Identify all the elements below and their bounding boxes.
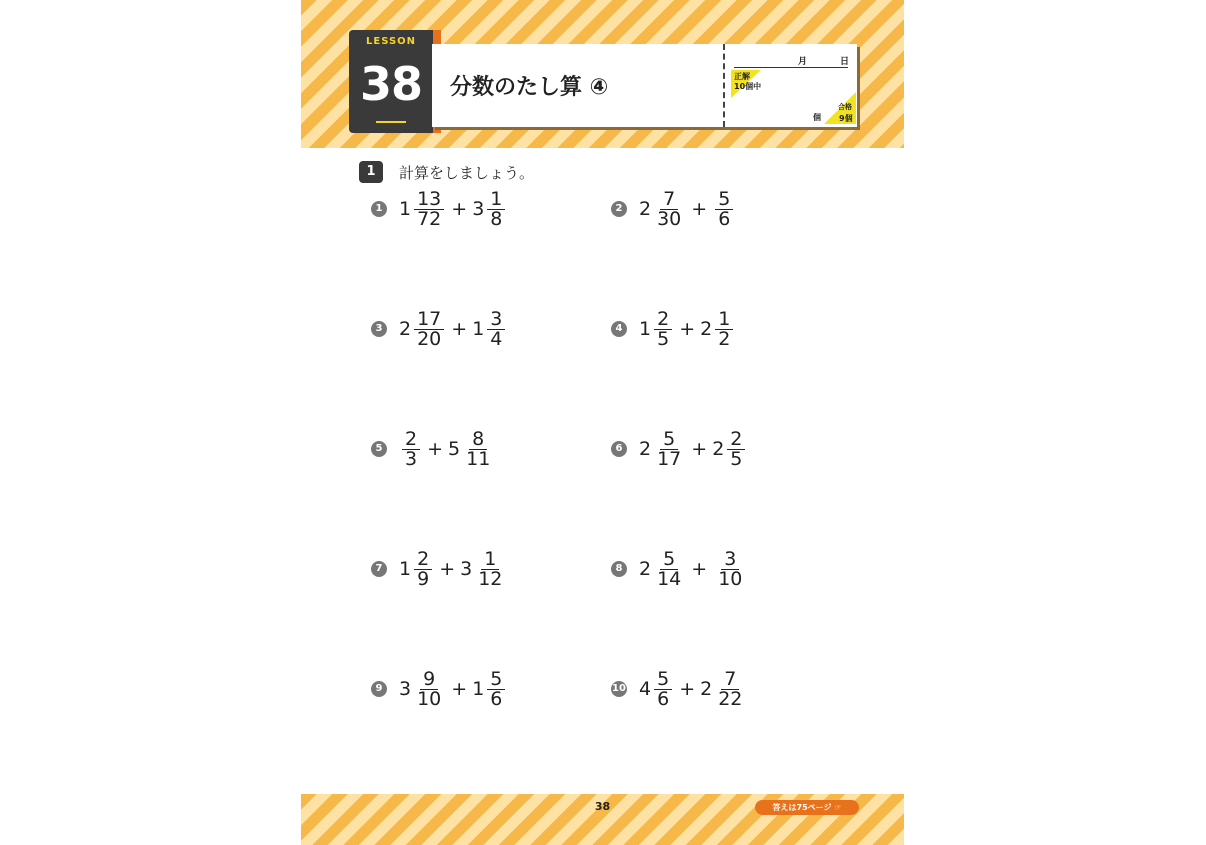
- numerator-a: 2: [654, 310, 672, 330]
- lesson-number: 38: [359, 57, 422, 111]
- correct-total: 10個中: [734, 82, 762, 91]
- fraction-b: [463, 427, 493, 470]
- problem-4: [611, 309, 735, 349]
- denominator-a: 10: [417, 687, 442, 710]
- page-number: 38: [594, 800, 611, 813]
- answer-page-link[interactable]: 答えは75ページ ☞: [755, 800, 859, 815]
- denominator-b: 4: [490, 327, 503, 350]
- fraction-b: [487, 187, 505, 230]
- denominator-a: 20: [417, 327, 442, 350]
- problem-7: [371, 549, 507, 589]
- problem-10: [611, 669, 747, 709]
- numerator-b: 5: [487, 670, 505, 690]
- denominator-b: 22: [718, 687, 743, 710]
- problem-number: 1: [371, 201, 387, 217]
- fraction-a: [414, 547, 432, 590]
- fraction-a: [654, 187, 684, 230]
- numerator-a: 5: [654, 670, 672, 690]
- denominator-a: 9: [417, 567, 430, 590]
- problem-number: 7: [371, 561, 387, 577]
- fraction-b: [715, 187, 733, 230]
- whole-part-b: 3: [460, 558, 473, 580]
- fraction-b: [475, 547, 505, 590]
- problem-9: [371, 669, 507, 709]
- correct-count-label: [734, 72, 761, 92]
- numerator-a: 17: [414, 310, 444, 330]
- worksheet-page: [301, 0, 904, 845]
- denominator-a: 72: [417, 207, 442, 230]
- numerator-a: 5: [660, 430, 678, 450]
- denominator-a: 6: [657, 687, 670, 710]
- denominator-b: 10: [718, 567, 743, 590]
- problem-5: [371, 429, 495, 469]
- fraction-b: [727, 427, 745, 470]
- problem-3: [371, 309, 507, 349]
- fraction-a: [414, 667, 444, 710]
- numerator-b: 3: [487, 310, 505, 330]
- denominator-a: 30: [657, 207, 682, 230]
- denominator-a: 3: [405, 447, 418, 470]
- whole-part-b: 1: [472, 678, 485, 700]
- count-unit: 個: [813, 113, 821, 122]
- dashed-divider: [723, 44, 725, 127]
- denominator-a: 17: [657, 447, 682, 470]
- plus-operator: +: [679, 318, 696, 340]
- plus-operator: +: [451, 678, 468, 700]
- denominator-a: 14: [657, 567, 682, 590]
- whole-part-a: 3: [399, 678, 412, 700]
- whole-part-a: 4: [639, 678, 652, 700]
- denominator-b: 11: [466, 447, 491, 470]
- denominator-a: 5: [657, 327, 670, 350]
- numerator-b: 1: [481, 550, 499, 570]
- denominator-b: 2: [718, 327, 731, 350]
- fraction-b: [487, 307, 505, 350]
- denominator-b: 5: [730, 447, 743, 470]
- numerator-b: 1: [487, 190, 505, 210]
- problem-number: 3: [371, 321, 387, 337]
- whole-part-b: 2: [700, 678, 713, 700]
- fraction-a: [654, 307, 672, 350]
- fraction-b: [715, 307, 733, 350]
- problem-2: [611, 189, 735, 229]
- title-box: [432, 44, 857, 127]
- plus-operator: +: [451, 198, 468, 220]
- plus-operator: +: [679, 678, 696, 700]
- numerator-b: 2: [727, 430, 745, 450]
- plus-operator: +: [427, 438, 444, 460]
- numerator-b: 1: [715, 310, 733, 330]
- plus-operator: +: [691, 438, 708, 460]
- numerator-a: 13: [414, 190, 444, 210]
- problem-number: 4: [611, 321, 627, 337]
- lesson-badge: [349, 30, 433, 133]
- problem-number: 2: [611, 201, 627, 217]
- whole-part-b: 2: [712, 438, 725, 460]
- whole-part-a: 1: [399, 198, 412, 220]
- numerator-b: 3: [721, 550, 739, 570]
- date-line: [734, 67, 848, 68]
- date-day-label: 日: [840, 57, 850, 67]
- problem-number: 10: [611, 681, 627, 697]
- date-month-label: 月: [798, 57, 808, 67]
- plus-operator: +: [691, 558, 708, 580]
- numerator-b: 5: [715, 190, 733, 210]
- question-number-badge: 1: [359, 161, 383, 183]
- whole-part-b: 1: [472, 318, 485, 340]
- fraction-b: [715, 547, 745, 590]
- fraction-b: [487, 667, 505, 710]
- fraction-a: [654, 667, 672, 710]
- problem-number: 9: [371, 681, 387, 697]
- fraction-a: [414, 187, 444, 230]
- whole-part-a: 2: [639, 438, 652, 460]
- numerator-a: 7: [660, 190, 678, 210]
- problem-number: 5: [371, 441, 387, 457]
- problem-8: [611, 549, 747, 589]
- numerator-b: 7: [721, 670, 739, 690]
- question-instruction: 計算をしましょう。: [399, 164, 535, 182]
- plus-operator: +: [439, 558, 456, 580]
- whole-part-b: 2: [700, 318, 713, 340]
- problem-number: 8: [611, 561, 627, 577]
- numerator-b: 8: [469, 430, 487, 450]
- pass-label: 合格: [838, 103, 852, 111]
- plus-operator: +: [691, 198, 708, 220]
- denominator-b: 6: [490, 687, 503, 710]
- fraction-a: [654, 547, 684, 590]
- plus-operator: +: [451, 318, 468, 340]
- whole-part-b: 3: [472, 198, 485, 220]
- whole-part-a: 2: [639, 558, 652, 580]
- whole-part-a: 1: [399, 558, 412, 580]
- denominator-b: 6: [718, 207, 731, 230]
- whole-part-a: 1: [639, 318, 652, 340]
- fraction-b: [715, 667, 745, 710]
- whole-part-b: 5: [448, 438, 461, 460]
- problem-1: [371, 189, 507, 229]
- whole-part-a: 2: [639, 198, 652, 220]
- problem-number: 6: [611, 441, 627, 457]
- numerator-a: 9: [420, 670, 438, 690]
- page-title: 分数のたし算 ④: [450, 75, 609, 100]
- pass-value: 9個: [839, 114, 853, 123]
- whole-part-a: 2: [399, 318, 412, 340]
- correct-label: 正解: [734, 72, 750, 81]
- denominator-b: 12: [478, 567, 503, 590]
- numerator-a: 2: [402, 430, 420, 450]
- fraction-a: [654, 427, 684, 470]
- denominator-b: 8: [490, 207, 503, 230]
- fraction-a: [414, 307, 444, 350]
- numerator-a: 5: [660, 550, 678, 570]
- numerator-a: 2: [414, 550, 432, 570]
- problem-6: [611, 429, 747, 469]
- badge-underline: [376, 121, 406, 123]
- lesson-word: LESSON: [365, 36, 417, 47]
- fraction-a: [402, 427, 420, 470]
